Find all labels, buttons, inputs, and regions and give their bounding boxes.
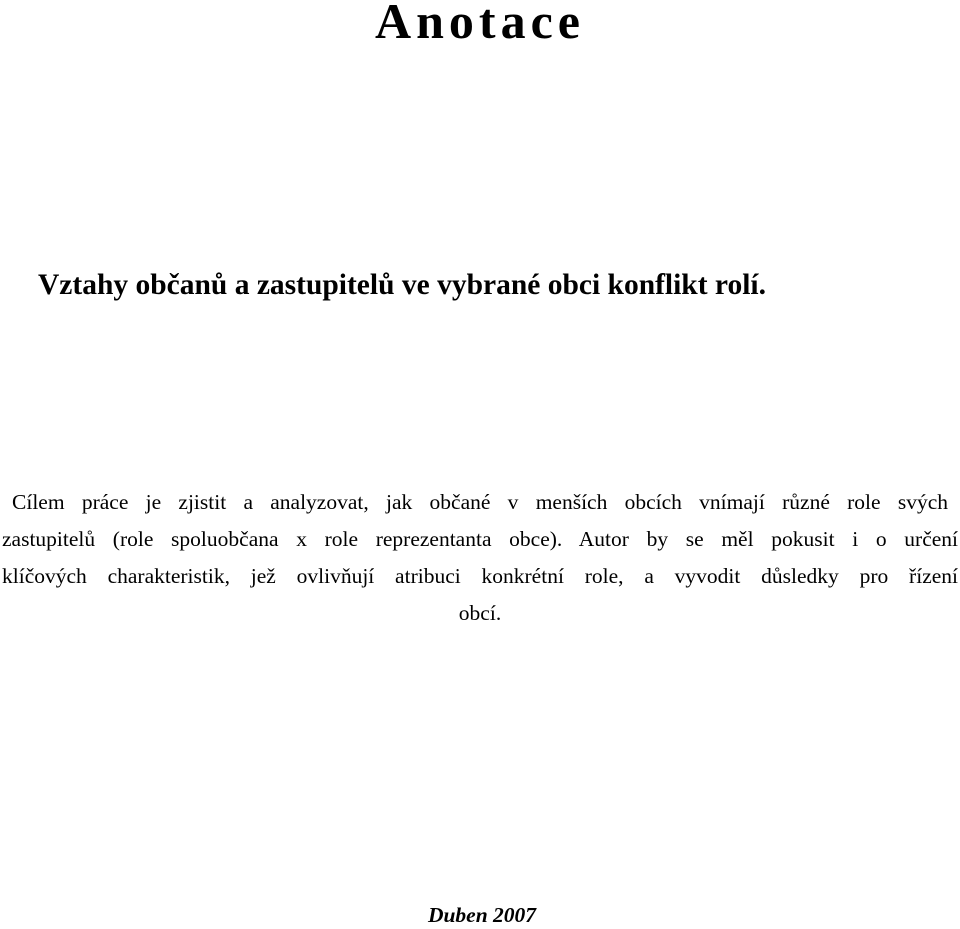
date-line: Duben 2007	[427, 903, 537, 927]
abstract-line: klíčových charakteristik, jež ovlivňují atribuci konkrétní role, a vyvodit důsledky pro řízení	[2, 564, 958, 588]
thesis-title: Vztahy občanů a zastupitelů ve vybrané obci konflikt rolí.	[38, 269, 766, 301]
abstract-line: Cílem práce je zjistit a analyzovat, jak občané v menších obcích vnímají různé role svých	[12, 490, 948, 514]
page-heading: Anotace	[375, 0, 585, 49]
abstract-line: zastupitelů (role spoluobčana x role reprezentanta obce). Autor by se měl pokusit i o určení	[2, 527, 958, 551]
abstract-line: obcí.	[458, 601, 502, 625]
abstract-paragraph	[0, 484, 960, 632]
